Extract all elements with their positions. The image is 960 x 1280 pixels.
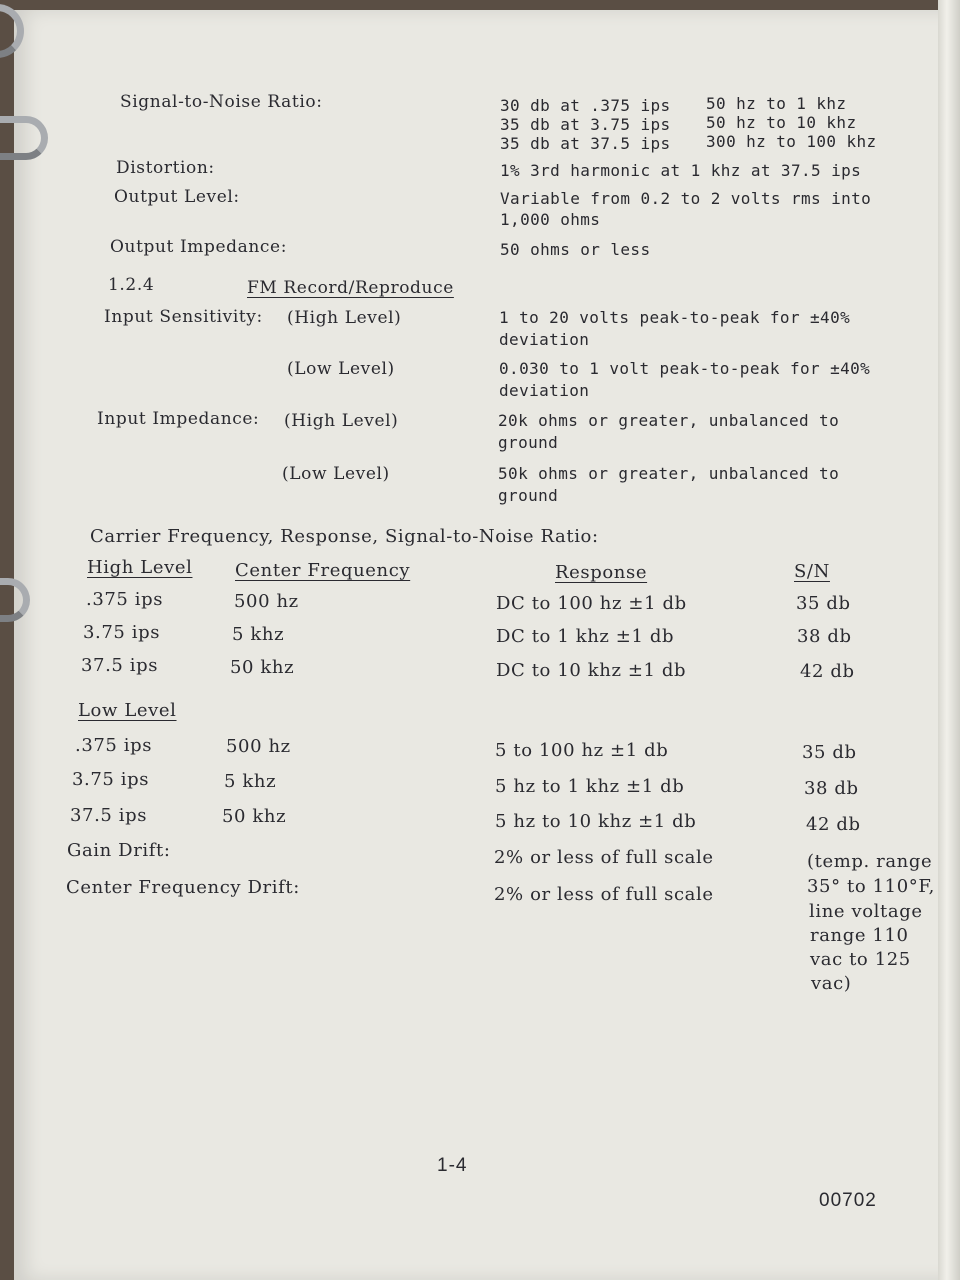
high-row-1-response: DC to 100 hz ±1 db [496,593,687,614]
high-row-1-speed: .375 ips [86,589,164,610]
snr-row-2-b: 50 hz to 10 khz [706,113,857,132]
output-level-value-1: Variable from 0.2 to 2 volts rms into [500,189,872,208]
low-row-2-freq: 5 khz [224,771,277,792]
input-sensitivity-high-label: (High Level) [287,308,402,328]
binder-ring-upper [0,116,48,160]
high-row-3-freq: 50 khz [230,657,295,678]
low-row-2-response: 5 hz to 1 khz ±1 db [495,776,685,797]
low-row-1-freq: 500 hz [226,736,291,757]
gain-drift-label: Gain Drift: [67,840,171,861]
low-row-3-freq: 50 khz [222,806,287,827]
input-sensitivity-label: Input Sensitivity: [104,307,263,327]
low-row-2-speed: 3.75 ips [72,769,150,790]
snr-row-1-b: 50 hz to 1 khz [706,94,847,113]
input-sensitivity-high-value-2: deviation [499,330,590,349]
input-impedance-low-value-2: ground [498,486,559,505]
high-row-1-sn: 35 db [796,593,851,614]
snr-row-2-a: 35 db at 3.75 ips [500,115,671,134]
output-level-value-2: 1,000 ohms [500,210,601,229]
snr-row-3-a: 35 db at 37.5 ips [500,134,671,153]
header-center-frequency: Center Frequency [235,560,411,581]
note-line-6: vac) [811,973,852,994]
header-high-level: High Level [87,557,193,578]
header-response: Response [555,562,648,583]
section-number: 1.2.4 [108,275,155,295]
snr-row-1-a: 30 db at .375 ips [500,96,671,115]
high-row-3-speed: 37.5 ips [81,655,159,676]
snr-row-3-b: 300 hz to 100 khz [706,132,877,151]
high-row-2-sn: 38 db [797,626,852,647]
distortion-label: Distortion: [116,158,215,178]
page-stack-edge [938,0,960,1280]
snr-label: Signal-to-Noise Ratio: [120,92,323,112]
input-sensitivity-high-value-1: 1 to 20 volts peak-to-peak for ±40% [499,308,851,327]
note-line-1: (temp. range [807,851,933,872]
high-row-2-response: DC to 1 khz ±1 db [496,626,675,647]
output-impedance-value: 50 ohms or less [500,240,651,259]
low-row-3-speed: 37.5 ips [70,805,148,826]
input-impedance-low-value-1: 50k ohms or greater, unbalanced to [498,464,840,483]
high-row-3-sn: 42 db [800,661,855,682]
low-level-label: Low Level [78,700,177,721]
low-row-1-speed: .375 ips [75,735,153,756]
input-impedance-high-value-2: ground [498,433,559,452]
center-drift-label: Center Frequency Drift: [66,877,300,898]
high-row-3-response: DC to 10 khz ±1 db [496,660,687,681]
input-impedance-label: Input Impedance: [97,409,260,429]
low-row-1-sn: 35 db [802,742,857,763]
note-line-4: range 110 [810,925,909,946]
low-row-2-sn: 38 db [804,778,859,799]
input-impedance-low-label: (Low Level) [282,464,390,484]
center-drift-value: 2% or less of full scale [494,884,714,905]
low-row-1-response: 5 to 100 hz ±1 db [495,740,669,761]
page-number: 1-4 [437,1155,468,1176]
carrier-heading: Carrier Frequency, Response, Signal-to-Noise Ratio: [90,526,599,547]
high-row-2-speed: 3.75 ips [83,622,161,643]
gain-drift-value: 2% or less of full scale [494,847,714,868]
section-title: FM Record/Reproduce [247,278,454,298]
input-sensitivity-low-label: (Low Level) [287,359,395,379]
low-row-3-sn: 42 db [806,814,861,835]
input-impedance-high-value-1: 20k ohms or greater, unbalanced to [498,411,840,430]
output-level-label: Output Level: [114,187,240,207]
distortion-value: 1% 3rd harmonic at 1 khz at 37.5 ips [500,161,862,180]
note-line-2: 35° to 110°F, [807,876,935,897]
input-sensitivity-low-value-1: 0.030 to 1 volt peak-to-peak for ±40% [499,359,871,378]
high-row-1-freq: 500 hz [234,591,299,612]
input-sensitivity-low-value-2: deviation [499,381,590,400]
low-row-3-response: 5 hz to 10 khz ±1 db [495,811,697,832]
note-line-3: line voltage [809,901,923,922]
document-number: 00702 [819,1190,877,1211]
output-impedance-label: Output Impedance: [110,237,288,257]
input-impedance-high-label: (High Level) [284,411,399,431]
note-line-5: vac to 125 [810,949,911,970]
header-sn: S/N [794,561,830,582]
high-row-2-freq: 5 khz [232,624,285,645]
